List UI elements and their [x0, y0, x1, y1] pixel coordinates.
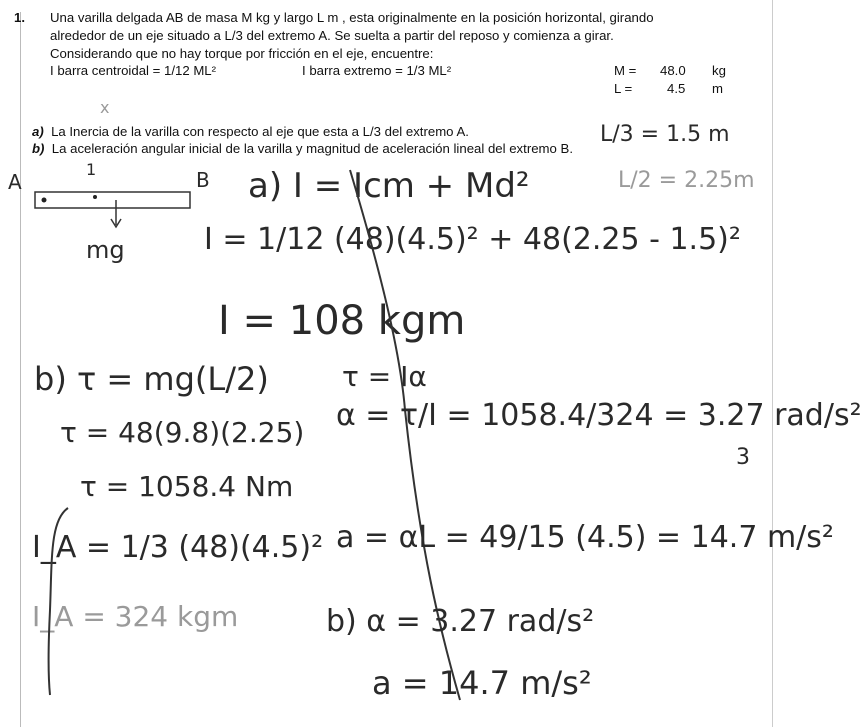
- problem-number: 1.: [14, 10, 25, 25]
- rod-sketch: [30, 185, 200, 235]
- inertia-centroidal: I barra centroidal = 1/12 ML²: [50, 63, 217, 78]
- eq-linear-accel: a = αL = 49/15 (4.5) = 14.7 m/s²: [336, 520, 834, 555]
- eq-alpha: α = τ/I = 1058.4/324 = 3.27 rad/s²: [336, 398, 862, 433]
- length-value: 4.5: [667, 81, 686, 96]
- eq-inertia-result: I = 108 kgm: [218, 298, 466, 344]
- note-l-third: L/3 = 1.5 m: [600, 122, 730, 147]
- eq-inertia-parallel-axis: a) I = Icm + Md²: [248, 166, 530, 206]
- part-b: b) La aceleración angular inicial de la varilla y magnitud de aceleración lineal del extremo B.: [32, 141, 573, 156]
- eq-inertia-end-result: I_A = 324 kgm: [32, 600, 239, 633]
- pivot-point: [42, 198, 47, 203]
- center-point: [93, 195, 97, 199]
- label-mg: mg: [86, 236, 125, 264]
- bracket-mark: [20, 500, 80, 700]
- part-a: a) La Inercia de la varilla con respecto al eje que esta a L/3 del extremo A.: [32, 124, 469, 139]
- eq-torque-sub: τ = 48(9.8)(2.25): [60, 416, 305, 449]
- eq-inertia-substitution: I = 1/12 (48)(4.5)² + 48(2.25 - 1.5)²: [204, 222, 741, 257]
- eq-torque-def: b) τ = mg(L/2): [34, 360, 269, 398]
- eq-inertia-end: I_A = 1/3 (48)(4.5)²: [32, 530, 324, 565]
- problem-line-2: alrededor de un eje situado a L/3 del extremo A. Se suelta a partir del reposo y comienza a girar.: [50, 28, 614, 43]
- stray-mark: x: [100, 98, 110, 117]
- rod-shape: [35, 192, 190, 208]
- page-border-right: [772, 0, 773, 727]
- answer-linear-accel: a = 14.7 m/s²: [372, 664, 592, 702]
- length-label: L =: [614, 81, 633, 96]
- label-end-a: A: [8, 170, 22, 194]
- problem-line-1: Una varilla delgada AB de masa M kg y largo L m , esta originalmente en la posición horizontal, girando: [50, 10, 654, 25]
- answer-alpha: b) α = 3.27 rad/s²: [326, 604, 595, 639]
- note-l-half: L/2 = 2.25m: [618, 168, 755, 193]
- mass-unit: kg: [712, 63, 726, 78]
- eq-torque-result: τ = 1058.4 Nm: [80, 470, 294, 503]
- inertia-extremo: I barra extremo = 1/3 ML²: [302, 63, 452, 78]
- length-unit: m: [712, 81, 723, 96]
- problem-line-3: Considerando que no hay torque por fricción en el eje, encuentre:: [50, 46, 434, 61]
- score-mark: 3: [736, 445, 750, 470]
- label-end-b: B: [196, 168, 210, 192]
- label-mid: 1: [86, 160, 97, 179]
- eq-torque-inertia: τ = Iα: [342, 360, 427, 393]
- mass-value: 48.0: [660, 63, 686, 78]
- mass-label: M =: [614, 63, 637, 78]
